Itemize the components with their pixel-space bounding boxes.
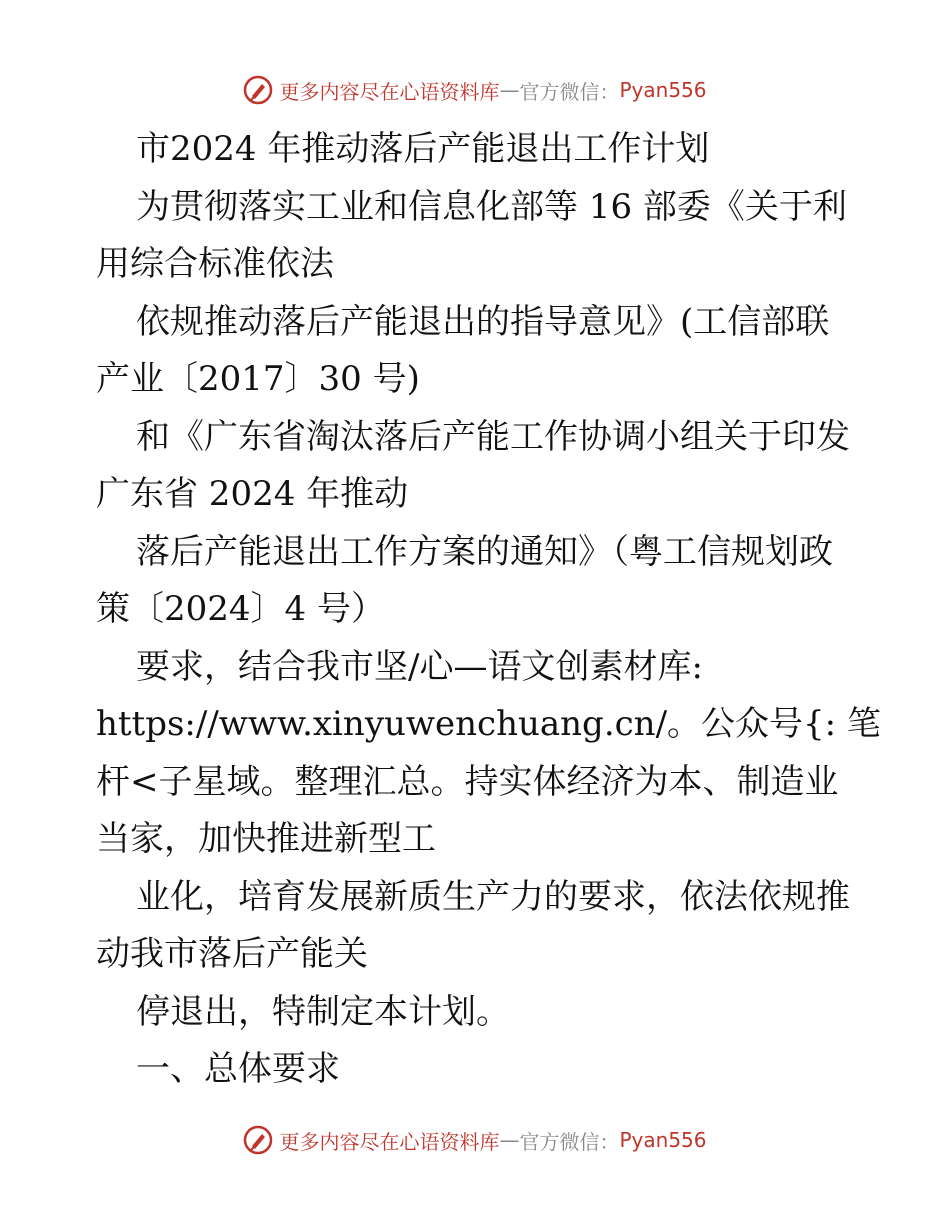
- doc-paragraph-line: 停退出，特制定本计划。: [136, 991, 510, 1032]
- doc-paragraph-line: 为贯彻落实工业和信息化部等 16 部委《关于利: [136, 186, 847, 227]
- doc-paragraph-line: 落后产能退出工作方案的通知》（粤工信规划政: [136, 531, 833, 572]
- watermark-header: [0, 70, 950, 110]
- doc-paragraph-line: 用综合标准依法: [96, 244, 334, 284]
- doc-paragraph-line: 产业〔2017〕30 号): [96, 359, 420, 399]
- doc-paragraph-line: 广东省 2024 年推动: [96, 474, 409, 514]
- watermark-footer: [0, 1120, 950, 1160]
- doc-title-line: 市2024 年推动落后产能退出工作计划: [136, 129, 710, 169]
- pen-seal-icon: [243, 75, 273, 105]
- doc-paragraph-line: 杆<子星域。整理汇总。持实体经济为本、制造业: [96, 761, 839, 802]
- watermark-brand: 更多内容尽在心语资料库: [279, 1129, 500, 1154]
- doc-paragraph-line: https://www.xinyuwenchuang.cn/。公众号{: 笔: [96, 704, 881, 744]
- watermark-id: Pyan556: [619, 78, 707, 102]
- watermark-separator: —: [499, 78, 520, 102]
- doc-paragraph-line: 策〔2024〕4 号）: [96, 589, 385, 629]
- watermark-id: Pyan556: [619, 1128, 707, 1152]
- watermark-separator: —: [499, 1128, 520, 1152]
- doc-paragraph-line: 和《广东省淘汰落后产能工作协调小组关于印发: [136, 416, 850, 457]
- doc-paragraph-line: 业化，培育发展新质生产力的要求，依法依规推: [136, 876, 850, 917]
- doc-paragraph-line: 动我市落后产能关: [96, 934, 368, 974]
- pen-seal-icon: [243, 1125, 273, 1155]
- document-body: [96, 121, 881, 1099]
- doc-paragraph-line: 当家，加快推进新型工: [96, 819, 436, 859]
- doc-section-heading: 一、总体要求: [136, 1049, 340, 1089]
- watermark-label: 官方微信：: [519, 79, 620, 104]
- doc-paragraph-line: 依规推动落后产能退出的指导意见》(工信部联: [136, 301, 830, 342]
- doc-paragraph-line: 要求，结合我市坚/心—语文创素材库:: [136, 646, 703, 687]
- watermark-brand: 更多内容尽在心语资料库: [279, 79, 500, 104]
- watermark-label: 官方微信：: [519, 1129, 620, 1154]
